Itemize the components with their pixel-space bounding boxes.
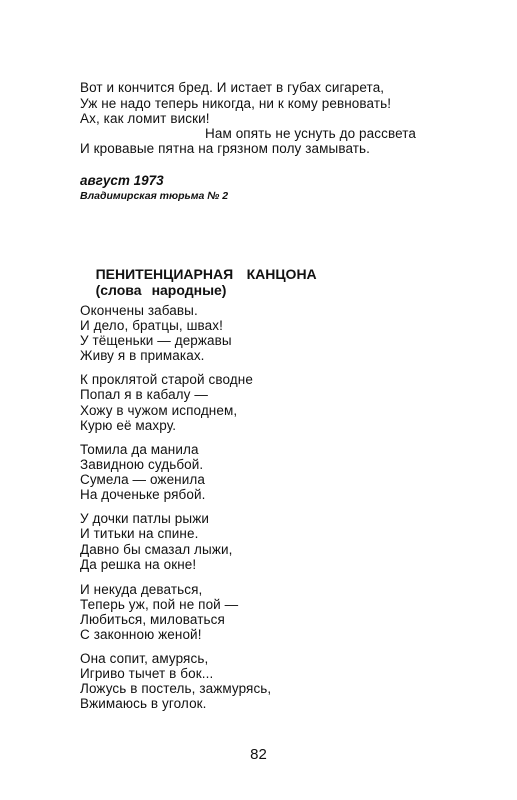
title-word: КАНЦОНА: [246, 266, 317, 282]
poem-line: Сумела — оженила: [80, 472, 205, 487]
poem-line: Теперь уж, пой не пой —: [80, 597, 239, 612]
poem-line: И титьки на спине.: [80, 526, 199, 541]
poem-line: Ложусь в постель, зажмурясь,: [80, 681, 272, 696]
poem-line: Да решка на окне!: [80, 557, 197, 572]
poem-date: август 1973: [80, 173, 164, 188]
poem-line: Игриво тычет в бок...: [80, 666, 214, 681]
poem-line: На доченьке рябой.: [80, 487, 206, 502]
poem-line: Попал я в кабалу —: [80, 387, 208, 402]
poem-line: У дочки патлы рыжи: [80, 511, 209, 526]
poem-place: Владимирская тюрьма № 2: [80, 190, 229, 202]
poem-line: Живу я в примаках.: [80, 348, 205, 363]
subtitle-word: народные): [151, 282, 227, 298]
poem-line: Вот и кончится бред. И истает в губах сигарета,: [80, 80, 385, 95]
subtitle-word: (слова: [95, 282, 142, 298]
poem-line: Давно бы смазал лыжи,: [80, 542, 233, 557]
poem-line: С законною женой!: [80, 627, 202, 642]
poem-line: Уж не надо теперь никогда, ни к кому ревновать!: [80, 96, 392, 111]
poem-line: Ах, как ломит виски!: [80, 111, 210, 126]
poem-line: Курю её махру.: [80, 418, 177, 433]
title-word: ПЕНИТЕНЦИАРНАЯ: [95, 266, 234, 282]
poem-line: Окончены забавы.: [80, 303, 198, 318]
poem-line: К проклятой старой сводне: [80, 372, 253, 387]
poem-line: Она сопит, амурясь,: [80, 651, 209, 666]
poem-line: Нам опять не уснуть до рассвета: [205, 126, 416, 141]
poem-line: И дело, братцы, швах!: [80, 318, 223, 333]
poem-line: И кровавые пятна на грязном полу замывать.: [80, 141, 371, 156]
poem-line: У тёщеньки — державы: [80, 333, 232, 348]
poem-line: И некуда деваться,: [80, 582, 203, 597]
poem-line: Вжимаюсь в уголок.: [80, 696, 207, 711]
page-number: 82: [250, 746, 267, 763]
poem-line: Завидною судьбой.: [80, 457, 204, 472]
poem-line: Хожу в чужом исподнем,: [80, 403, 238, 418]
poem-line: Томила да манила: [80, 442, 199, 457]
poem-line: Любиться, миловаться: [80, 612, 225, 627]
